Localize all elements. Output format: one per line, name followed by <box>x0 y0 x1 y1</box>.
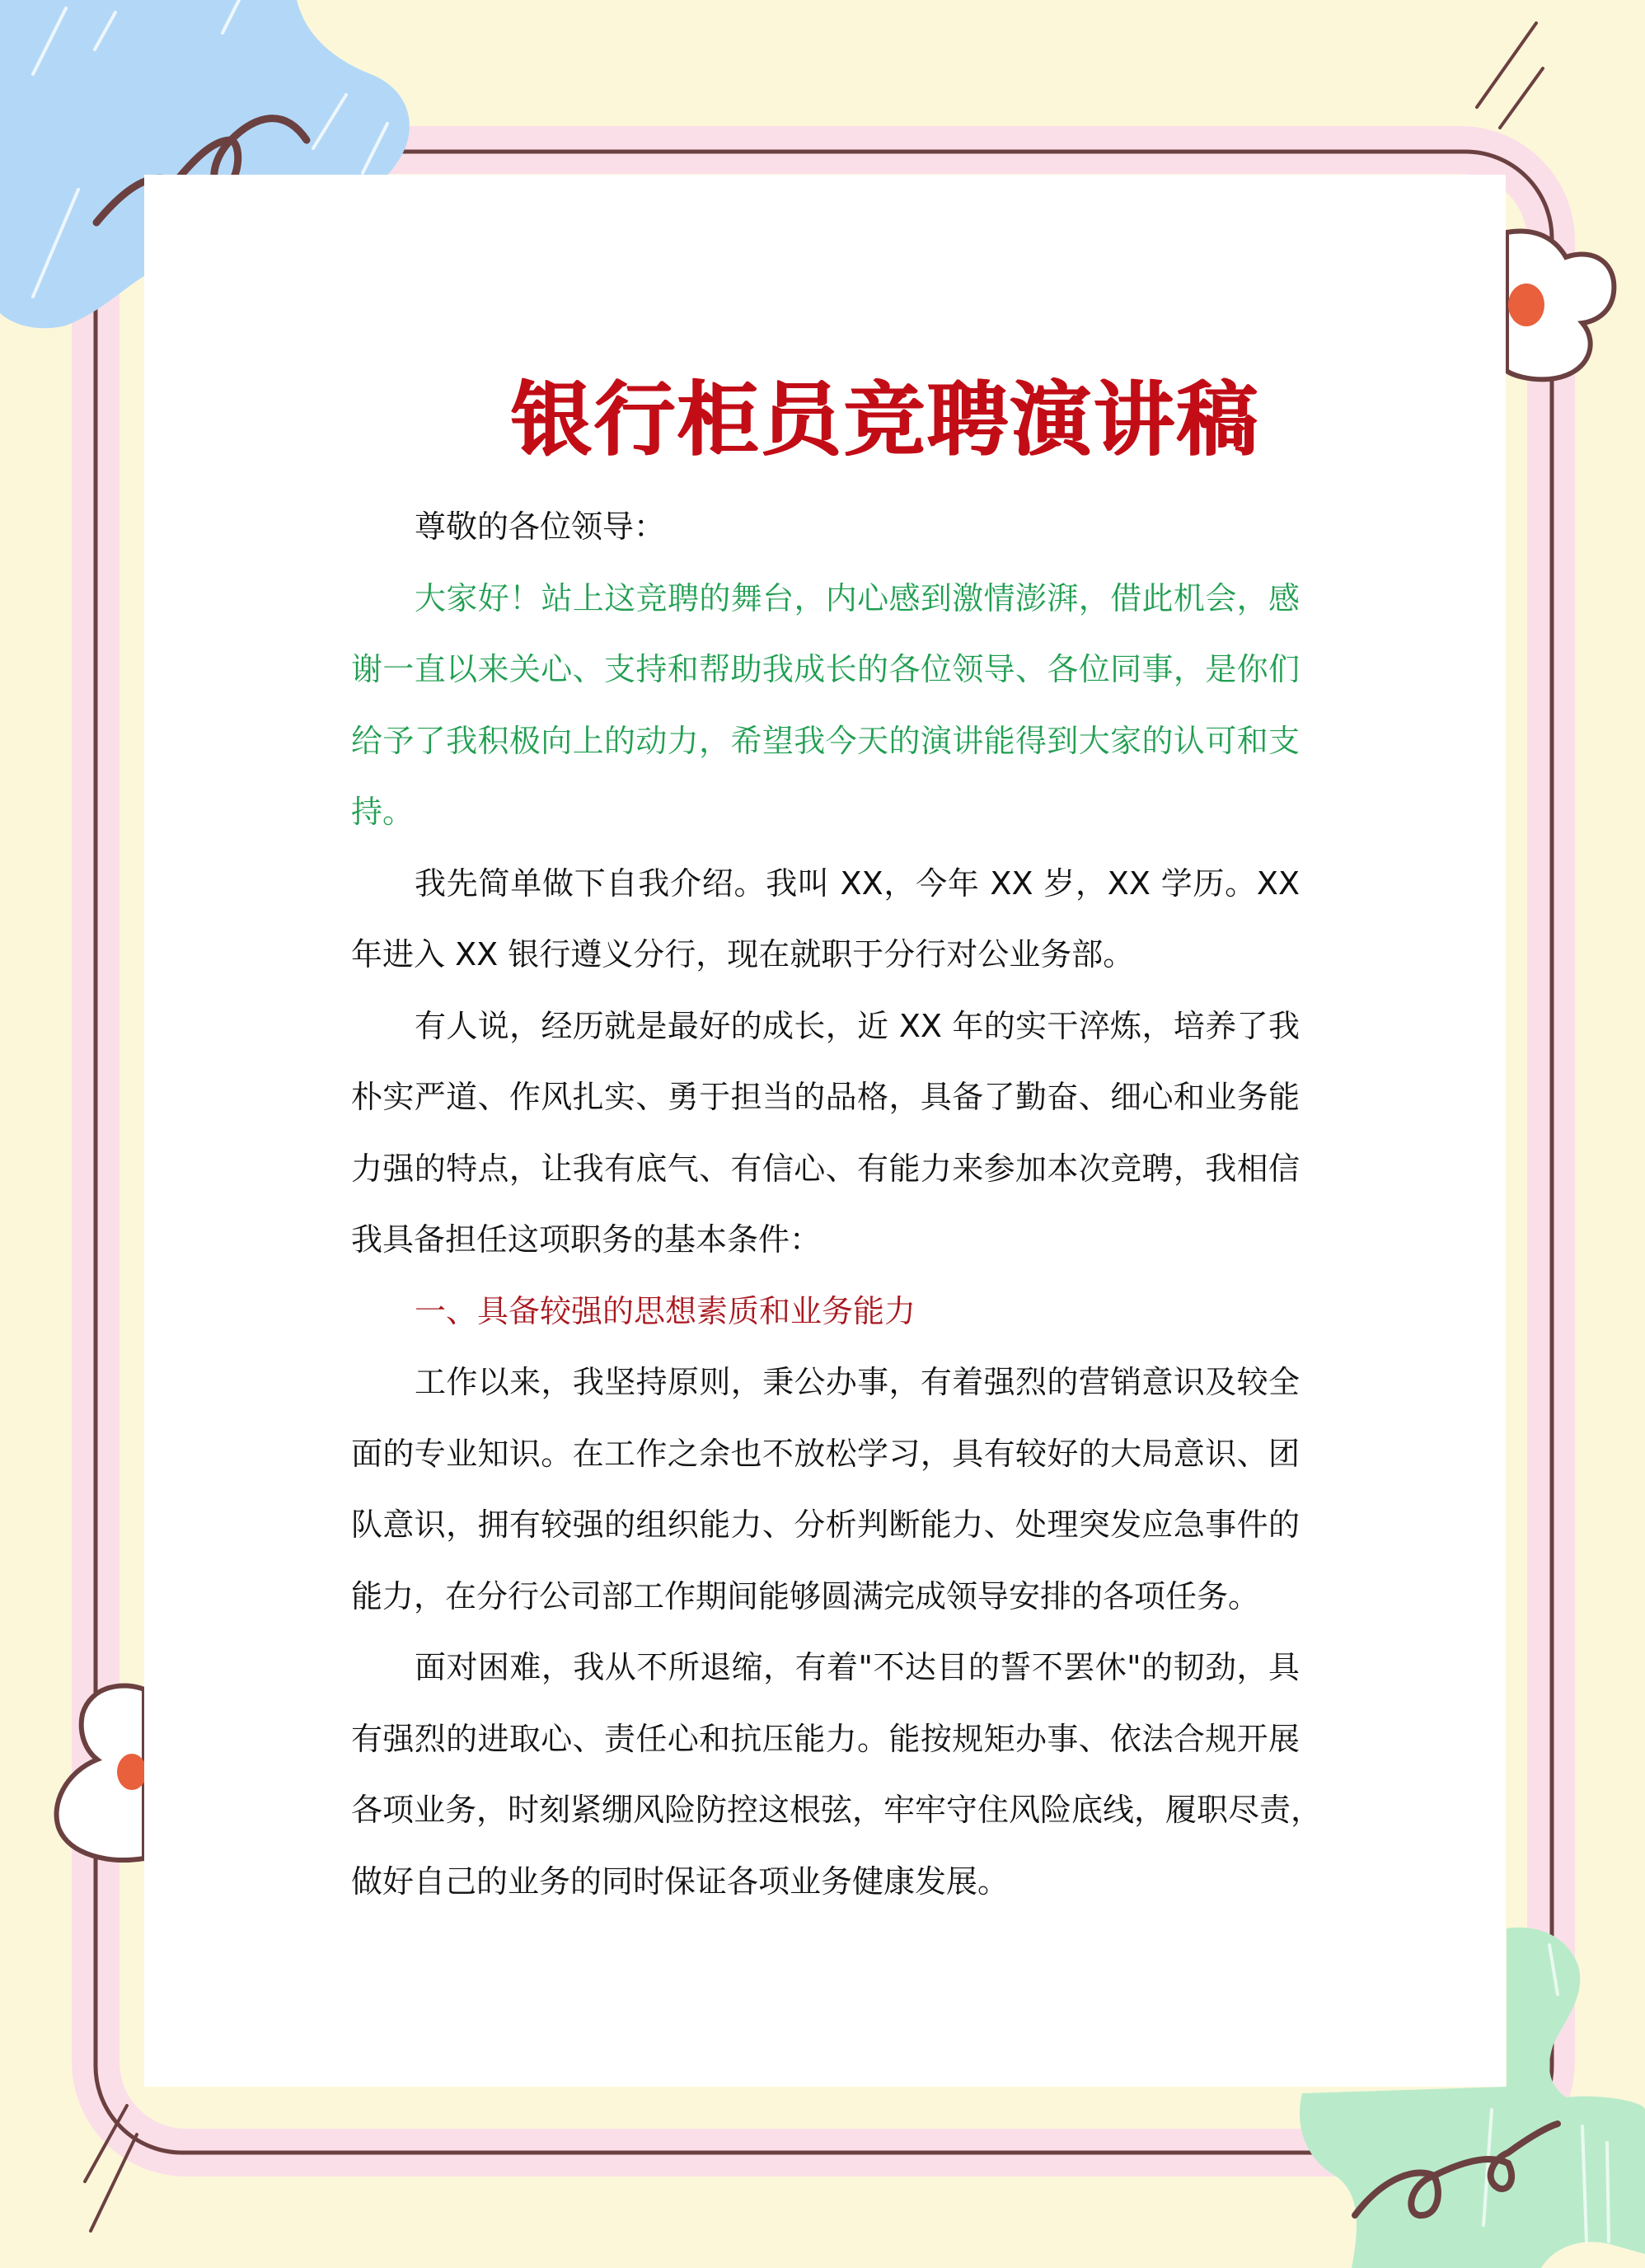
paragraph-greeting <box>351 563 1300 848</box>
paragraph-line: 有强烈的进取心、责任心和抗压能力。能按规矩办事、依法合规开展 <box>351 1720 1300 1757</box>
paragraph-line: 工作以来，我坚持原则，秉公办事，有着强烈的营销意识及较全 <box>415 1364 1300 1400</box>
paragraph-line: 年进入 XX 银行遵义分行，现在就职于分行对公业务部。 <box>351 936 1135 972</box>
paragraph-resilience <box>351 1632 1323 1917</box>
flower-icon <box>1507 232 1614 380</box>
paragraph-line: 面的专业知识。在工作之余也不放松学习，具有较好的大局意识、团 <box>351 1435 1300 1472</box>
paragraph-line: 谢一直以来关心、支持和帮助我成长的各位领导、各位同事，是你们 <box>351 651 1300 687</box>
paragraph-line: 有人说，经历就是最好的成长，近 XX 年的实干淬炼，培养了我 <box>415 1007 1300 1044</box>
flower-icon <box>57 1685 147 1859</box>
paragraph-line: 持。 <box>351 794 415 830</box>
paragraph-line: 我具备担任这项职务的基本条件： <box>351 1221 822 1258</box>
salutation: 尊敬的各位领导： <box>415 508 666 545</box>
paragraph-line: 朴实严道、作风扎实、勇于担当的品格，具备了勤奋、细心和业务能 <box>351 1079 1300 1115</box>
paragraph-line: 面对困难，我从不所退缩，有着"不达目的誓不罢休"的韧劲，具 <box>415 1649 1300 1685</box>
section-heading-1 <box>351 1276 1300 1347</box>
paragraph-ability <box>351 1347 1300 1632</box>
paragraph-introduction <box>351 848 1300 991</box>
paragraph-line: 做好自己的业务的同时保证各项业务健康发展。 <box>351 1863 1010 1900</box>
paragraph-line: 能力，在分行公司部工作期间能够圆满完成领导安排的各项任务。 <box>351 1577 1260 1614</box>
paragraph-line: 力强的特点，让我有底气、有信心、有能力来参加本次竞聘，我相信 <box>351 1150 1300 1187</box>
document-title: 银行柜员竞聘演讲稿 <box>511 373 1261 467</box>
paragraph-line: 各项业务，时刻紧绷风险防控这根弦，牢牢守住风险底线，履职尽责， <box>351 1792 1323 1828</box>
paragraph-line: 队意识，拥有较强的组织能力、分析判断能力、处理突发应急事件的 <box>351 1507 1300 1543</box>
paragraph-experience <box>351 991 1300 1276</box>
document-body <box>351 491 1323 1917</box>
section-heading-text: 一、具备较强的思想素质和业务能力 <box>415 1292 916 1329</box>
paragraph-line: 我先简单做下自我介绍。我叫 XX，今年 XX 岁，XX 学历。XX <box>415 865 1300 902</box>
paragraph-line: 给予了我积极向上的动力，希望我今天的演讲能得到大家的认可和支 <box>351 722 1300 759</box>
paragraph-line: 大家好！站上这竞聘的舞台，内心感到激情澎湃，借此机会，感 <box>415 579 1300 616</box>
slash-marks-icon <box>1477 23 1543 128</box>
